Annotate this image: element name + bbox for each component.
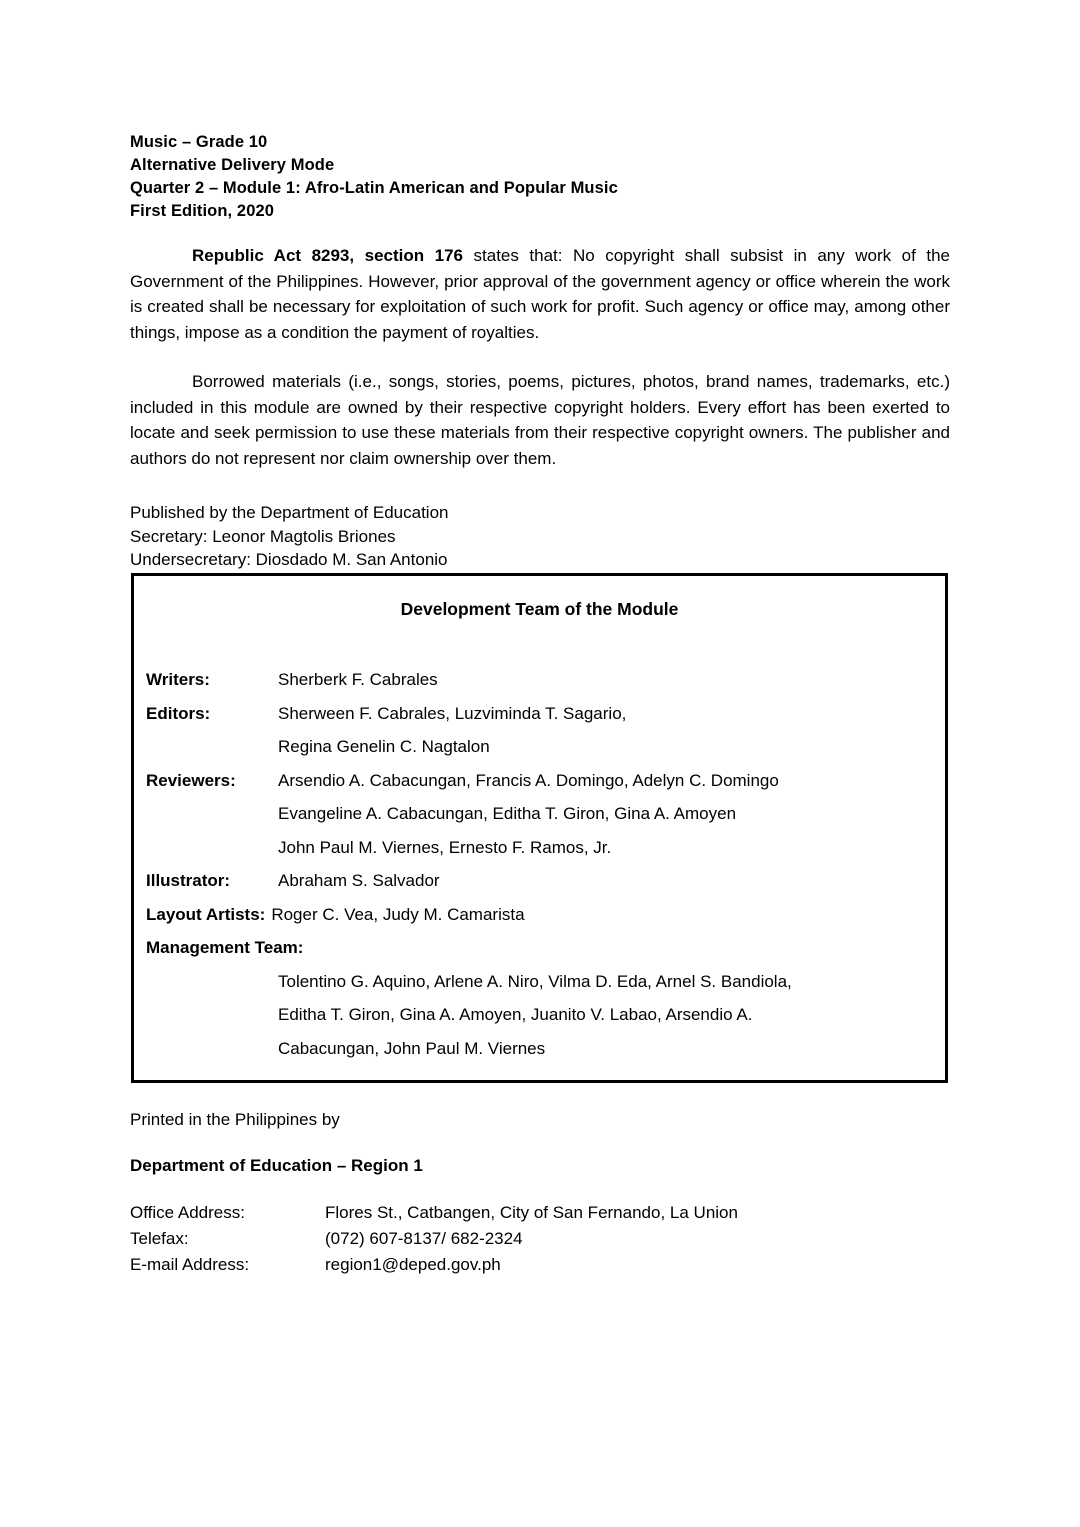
republic-act-citation: Republic Act 8293, section 176	[192, 246, 464, 265]
module-title-line-1: Music – Grade 10	[130, 133, 268, 151]
module-header	[130, 131, 950, 223]
reviewers-row	[146, 764, 945, 798]
published-by-line: Published by the Department of Education	[130, 503, 449, 522]
writers-label: Writers:	[146, 670, 210, 689]
management-team-row	[146, 931, 945, 965]
email-row	[130, 1252, 950, 1278]
module-title-line-3: Quarter 2 – Module 1: Afro-Latin American and Popular Music	[130, 179, 618, 197]
illustrator-row	[146, 864, 945, 898]
telefax-row	[130, 1226, 950, 1252]
illustrator-value: Abraham S. Salvador	[278, 871, 440, 890]
document-footer	[130, 1108, 950, 1278]
telefax-value: (072) 607-8137/ 682-2324	[325, 1229, 523, 1248]
telefax-label: Telefax:	[130, 1229, 189, 1248]
borrowed-materials-paragraph: Borrowed materials (i.e., songs, stories, poems, pictures, photos, brand names, trademarks, etc.) included in this module are owned by their respective copyright holders. Every effort has been exerted to locate and seek permission to use these materials from their respective copyright owners. The publisher and authors do not represent nor claim ownership over them.	[130, 372, 950, 468]
office-address-label: Office Address:	[130, 1203, 245, 1222]
management-team-label: Management Team:	[146, 938, 304, 957]
undersecretary-line: Undersecretary: Diosdado M. San Antonio	[130, 550, 448, 569]
email-address-label: E-mail Address:	[130, 1255, 250, 1274]
document-content	[130, 131, 950, 572]
office-address-value: Flores St., Catbangen, City of San Fernando, La Union	[325, 1203, 738, 1222]
management-team-value-2: Editha T. Giron, Gina A. Amoyen, Juanito V. Labao, Arsendio A.	[278, 1005, 753, 1024]
management-team-value-3: Cabacungan, John Paul M. Viernes	[278, 1038, 546, 1058]
layout-artists-row	[146, 898, 945, 932]
printed-in-philippines: Printed in the Philippines by	[130, 1110, 340, 1129]
reviewers-value-continued-2: John Paul M. Viernes, Ernesto F. Ramos, Jr.	[278, 837, 612, 857]
development-team-rows	[134, 663, 945, 1065]
publisher-block	[130, 501, 950, 572]
illustrator-label: Illustrator:	[146, 871, 231, 890]
secretary-line: Secretary: Leonor Magtolis Briones	[130, 526, 396, 546]
copyright-paragraph	[130, 243, 950, 345]
management-team-value-1: Tolentino G. Aquino, Arlene A. Niro, Vilma D. Eda, Arnel S. Bandiola,	[278, 971, 792, 991]
office-address-row	[130, 1200, 950, 1226]
editors-value-continued: Regina Genelin C. Nagtalon	[278, 737, 490, 756]
editors-value: Sherween F. Cabrales, Luzviminda T. Sagario,	[278, 703, 627, 723]
reviewers-label: Reviewers:	[146, 770, 236, 790]
email-address-value: region1@deped.gov.ph	[325, 1255, 501, 1274]
contact-block	[130, 1200, 950, 1278]
writers-value: Sherberk F. Cabrales	[278, 670, 438, 689]
module-title-line-2: Alternative Delivery Mode	[130, 156, 335, 174]
reviewers-value-continued-1: Evangeline A. Cabacungan, Editha T. Giron, Gina A. Amoyen	[278, 804, 737, 823]
editors-row	[146, 697, 945, 731]
layout-artists-label: Layout Artists:	[146, 904, 266, 924]
module-title-line-4: First Edition, 2020	[130, 202, 275, 220]
reviewers-value: Arsendio A. Cabacungan, Francis A. Domingo, Adelyn C. Domingo	[278, 770, 779, 790]
region-heading: Department of Education – Region 1	[130, 1156, 423, 1175]
development-team-title: Development Team of the Module	[400, 599, 679, 619]
layout-artists-value: Roger C. Vea, Judy M. Camarista	[271, 904, 525, 924]
copyright-paragraph-body: states that: No copyright shall subsist in any work of the Government of the Philippines. However, prior approval of the government agency or office wherein the work is created shall be necessary for exploitation of such work for profit. Such agency or office may, among other things, impose as a condition the payment of royalties.	[130, 246, 950, 342]
editors-label: Editors:	[146, 703, 211, 723]
writers-row	[146, 663, 945, 697]
development-team-box	[131, 573, 948, 1083]
